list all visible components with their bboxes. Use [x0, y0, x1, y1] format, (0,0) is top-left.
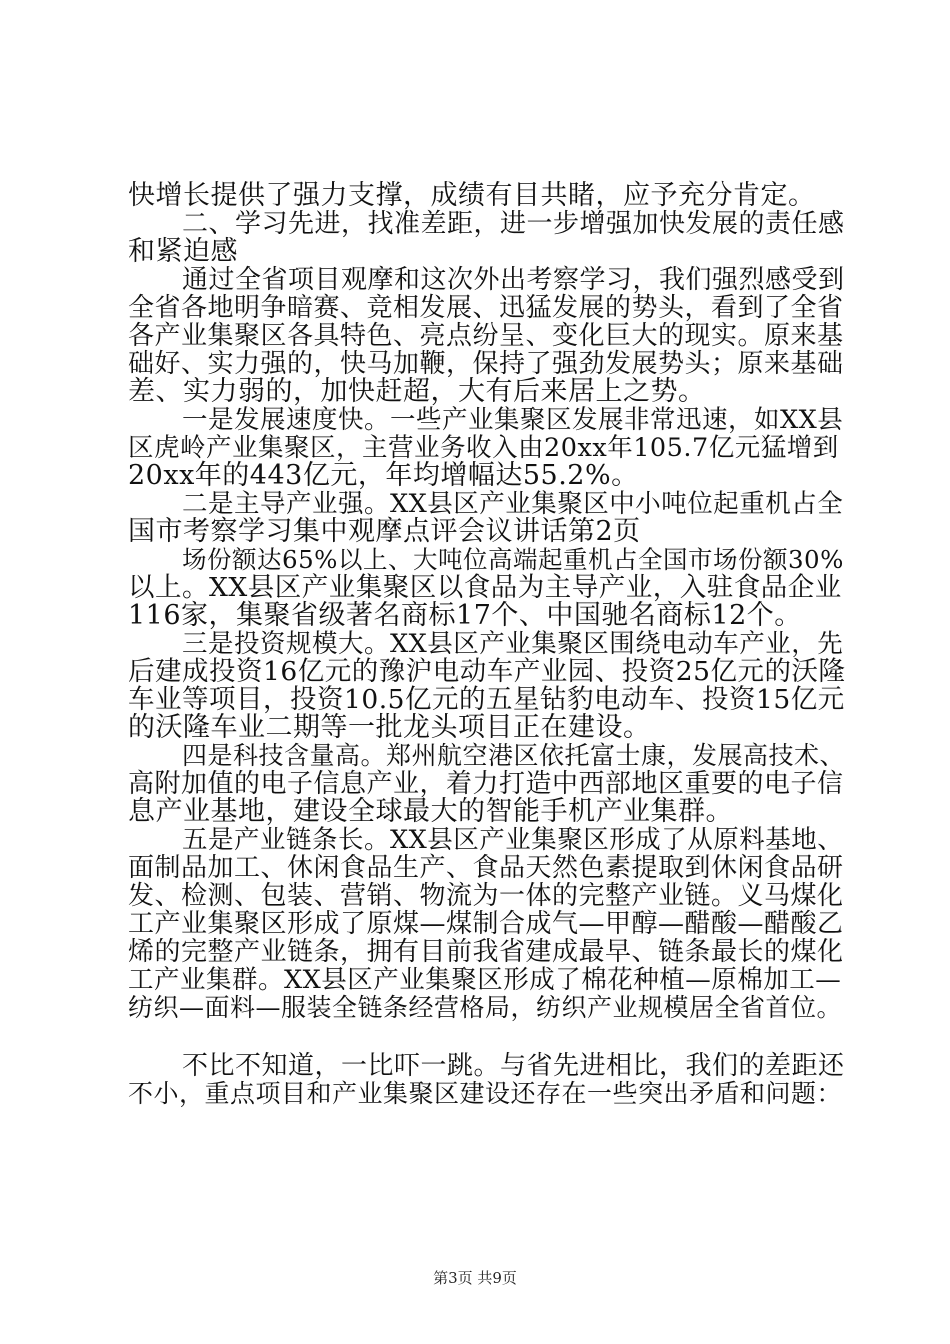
text-line: 场份额达65%以上、大吨位高端起重机占全国市场份额30% — [182, 545, 844, 574]
text-line: 五是产业链条长。XX县区产业集聚区形成了从原料基地、 — [182, 825, 844, 855]
text-line: 一是发展速度快。一些产业集聚区发展非常迅速，如XX县 — [182, 405, 844, 435]
text-line: 纺织—面料—服装全链条经营格局，纺织产业规模居全省首位。 — [128, 993, 843, 1022]
text-line: 四是科技含量高。郑州航空港区依托富士康，发展高技术、 — [182, 741, 846, 770]
text-line: 各产业集聚区各具特色、亮点纷呈、变化巨大的现实。原来基 — [128, 321, 844, 351]
text-line: 不小，重点项目和产业集聚区建设还存在一些突出矛盾和问题： — [128, 1079, 843, 1108]
text-line: 工产业集聚区形成了原煤—煤制合成气—甲醇—醋酸—醋酸乙 — [128, 909, 844, 939]
text-line: 发、检测、包装、营销、物流为一体的完整产业链。义马煤化 — [128, 881, 844, 911]
text-line: 车业等项目，投资10.5亿元的五星钻豹电动车、投资15亿元 — [128, 684, 845, 715]
page-footer: 第3页 共9页 — [433, 1269, 517, 1287]
text-line: 三是投资规模大。XX县区产业集聚区围绕电动车产业，先 — [182, 629, 844, 659]
document-page — [128, 0, 848, 1344]
text-line: 后建成投资16亿元的豫沪电动车产业园、投资25亿元的沃隆 — [128, 656, 846, 687]
section-heading: 和紧迫感 — [128, 236, 238, 267]
text-line: 础好、实力强的，快马加鞭，保持了强劲发展势头；原来基础 — [128, 349, 844, 379]
text-line: 国市考察学习集中观摩点评会议讲话第2页 — [128, 516, 641, 547]
text-line: 全省各地明争暗赛、竞相发展、迅猛发展的势头，看到了全省 — [128, 293, 844, 323]
text-line: 烯的完整产业链条，拥有目前我省建成最早、链条最长的煤化 — [128, 937, 844, 967]
text-line: 以上。XX县区产业集聚区以食品为主导产业，入驻食品企业 — [128, 572, 842, 603]
text-line: 面制品加工、休闲食品生产、食品天然色素提取到休闲食品研 — [128, 853, 844, 883]
text-line: 息产业基地，建设全球最大的智能手机产业集群。 — [128, 796, 733, 827]
text-line: 高附加值的电子信息产业，着力打造中西部地区重要的电子信 — [128, 769, 844, 799]
text-line: 116家，集聚省级著名商标17个、中国驰名商标12个。 — [128, 600, 802, 631]
text-line: 快增长提供了强力支撑，成绩有目共睹，应予充分肯定。 — [128, 180, 816, 211]
text-line: 的沃隆车业二期等一批龙头项目正在建设。 — [128, 712, 651, 743]
text-line: 区虎岭产业集聚区，主营业务收入由20xx年105.7亿元猛增到 — [128, 433, 839, 463]
text-line: 差、实力弱的，加快赶超，大有后来居上之势。 — [128, 376, 706, 407]
section-heading: 二、学习先进，找准差距，进一步增强加快发展的责任感 — [182, 209, 845, 239]
text-line: 通过全省项目观摩和这次外出考察学习，我们强烈感受到 — [182, 265, 845, 295]
text-line: 工产业集群。XX县区产业集聚区形成了棉花种植—原棉加工— — [128, 965, 842, 995]
text-line: 20xx年的443亿元，年均增幅达55.2%。 — [128, 460, 639, 491]
text-line: 不比不知道，一比吓一跳。与省先进相比，我们的差距还 — [182, 1051, 845, 1081]
text-line: 二是主导产业强。XX县区产业集聚区中小吨位起重机占全 — [182, 489, 844, 519]
